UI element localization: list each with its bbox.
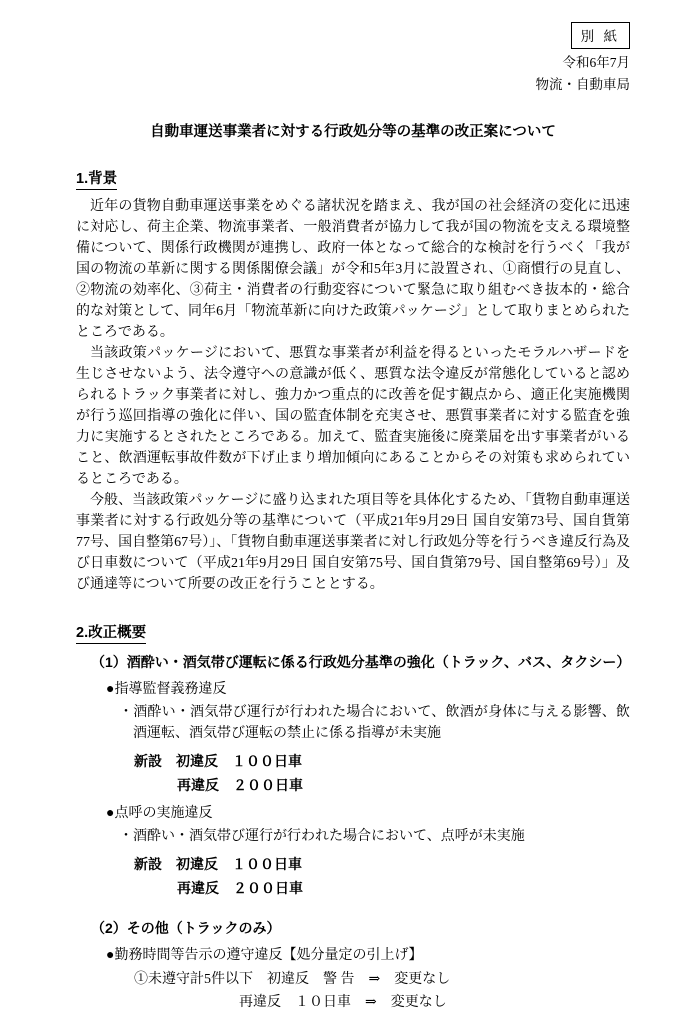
penalty-first-offense: 新設 初違反 １００日車 <box>134 856 302 872</box>
subsection-2-heading: （2）その他（トラックのみ） <box>91 920 281 936</box>
background-paragraph-2: 当該政策パッケージにおいて、悪質な事業者が利益を得るといったモラルハザードを生じさせないよう、法令遵守への意識が低く、悪質な法令違反が常態化していると認められるトラック事業者に対し、強力かつ重点的に改善を促す観点から、適正化実施機関が行う巡回指導の強化に伴い、国の監査体制を充実させ、悪質事業者に対する監査を強力に実施するとされたところである。加えて、監査実施後に廃業届を出す事業者がいること、飲酒運転事故件数が下げ止まり増加傾向にあることからその対策も求められているところである。 <box>76 346 630 487</box>
case-first-offense: ①未遵守計5件以下 初違反 警 告 ⇒ 変更なし <box>134 972 451 987</box>
penalty-first-offense: 新設 初違反 １００日車 <box>134 753 302 769</box>
subsection-1-heading: （1）酒酔い・酒気帯び運転に係る行政処分基準の強化（トラック、バス、タクシー） <box>91 654 631 670</box>
violation-block-supervision <box>76 679 630 797</box>
penalty-repeat-offense: 再違反 ２００日車 <box>177 777 303 793</box>
violation-detail: ・酒酔い・酒気帯び運行が行われた場合において、点呼が未実施 <box>119 829 525 844</box>
violation-detail: ・酒酔い・酒気帯び運行が行われた場合において、飲酒が身体に与える影響、飲酒運転、酒気帯び運転の禁止に係る指導が未実施 <box>119 705 630 741</box>
background-paragraph-3: 今般、当該政策パッケージに盛り込まれた項目等を具体化するため、「貨物自動車運送事業者に対する行政処分等の基準について（平成21年9月29日 国自安第73号、国自貨第77号、国自整第67号）」、「貨物自動車運送事業者に対し行政処分等を行うべき違反行為及び日車数について（平成21年9月29日 国自安第75号、国自貨第79号、国自整第69号）」及び通達等について所要の改正を行うこととする。 <box>76 493 630 592</box>
document-department: 物流・自動車局 <box>535 77 630 92</box>
case-repeat-offense: 再違反 １０日車 ⇒ 変更なし <box>239 995 447 1010</box>
violation-block-rollcall <box>76 803 630 900</box>
section-heading-revision-text: 2.改正概要 <box>76 625 146 644</box>
attachment-label-box <box>571 22 630 49</box>
section-heading-background <box>76 167 630 188</box>
violation-label: ●指導監督義務違反 <box>106 682 227 697</box>
violation-label: ●勤務時間等告示の遵守違反【処分量定の引上げ】 <box>106 948 423 963</box>
section-heading-revision <box>76 621 630 642</box>
document-header <box>76 52 630 96</box>
attachment-label: 別 紙 <box>580 29 620 44</box>
document-date: 令和6年7月 <box>562 55 630 70</box>
background-paragraph-1: 近年の貨物自動車運送事業をめぐる諸状況を踏まえ、我が国の社会経済の変化に迅速に対応し、荷主企業、物流事業者、一般消費者が協力して我が国の物流を支える環境整備について、関係行政機関が連携し、政府一体となって総合的な検討を行うべく「我が国の物流の革新に関する関係閣僚会議」が令和5年3月に設置され、①商慣行の見直し、②物流の効率化、③荷主・消費者の行動変容について緊急に取り組むべき抜本的・総合的な対策として、同年6月「物流革新に向けた政策パッケージ」として取りまとめられたところである。 <box>76 199 630 340</box>
violation-label: ●点呼の実施違反 <box>106 806 213 821</box>
violation-block-working-hours <box>76 945 630 1014</box>
penalty-repeat-offense: 再違反 ２００日車 <box>177 880 303 896</box>
document-title: 自動車運送事業者に対する行政処分等の基準の改正案について <box>150 124 556 140</box>
section-heading-background-text: 1.背景 <box>76 171 117 190</box>
